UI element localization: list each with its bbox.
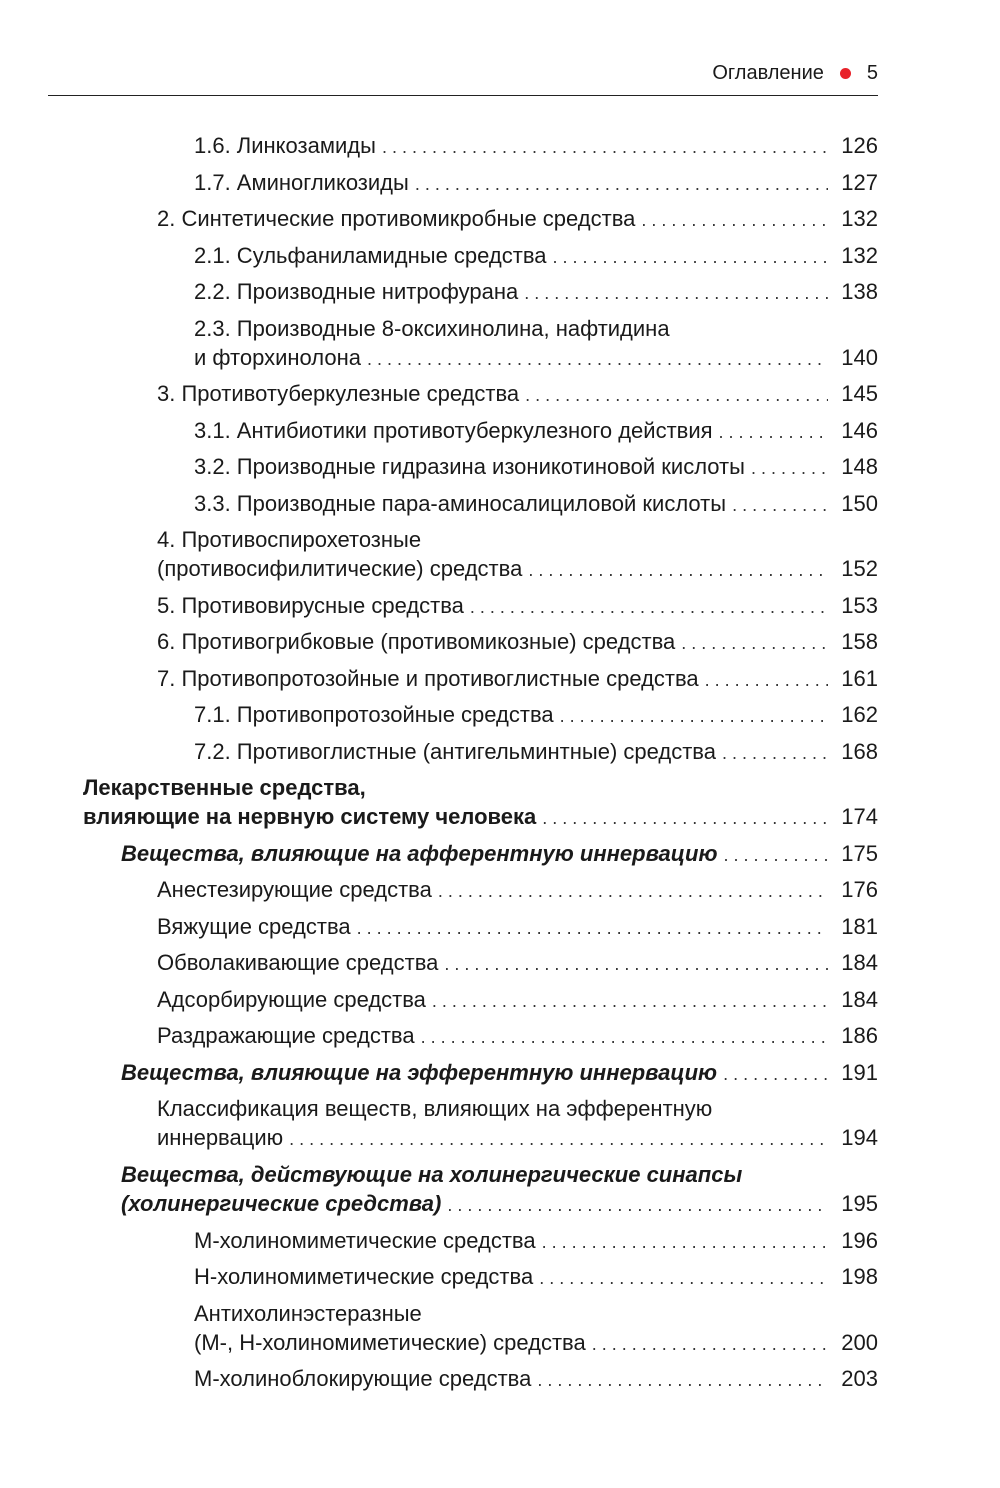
dot-leader: [432, 987, 828, 1016]
toc-entry[interactable]: [157, 948, 878, 979]
toc-subsection-entry[interactable]: [121, 1160, 878, 1220]
toc-entry-page: 145: [841, 381, 878, 406]
toc-entry-page: 146: [841, 418, 878, 443]
toc-entry[interactable]: [194, 489, 878, 520]
dot-leader: [537, 1366, 828, 1395]
toc-entry[interactable]: [157, 591, 878, 622]
toc-entry-title: 3.1. Антибиотики противотуберкулезного действия: [194, 418, 713, 443]
toc-entry-page: 184: [841, 987, 878, 1012]
toc-entry[interactable]: [194, 1364, 878, 1395]
toc-section-entry[interactable]: [83, 773, 878, 833]
header-bullet-dot-icon: [840, 68, 851, 79]
dot-leader: [525, 381, 828, 410]
toc-entry-title: и фторхинолона: [194, 345, 361, 370]
toc-entry-title: 3.2. Производные гидразина изоникотиновой кислоты: [194, 454, 745, 479]
toc-entry-page: 161: [841, 666, 878, 691]
toc-entry-page: 191: [841, 1060, 878, 1085]
toc-entry-title: влияющие на нервную систему человека: [83, 804, 537, 829]
toc-entry-title: 7.2. Противоглистные (антигельминтные) средства: [194, 739, 716, 764]
dot-leader: [723, 841, 828, 870]
toc-entry-title-line: 2.3. Производные 8-оксихинолина, нафтидина: [194, 316, 670, 341]
toc-entry-page: 126: [841, 133, 878, 158]
dot-leader: [641, 206, 828, 235]
dot-leader: [289, 1125, 828, 1154]
toc-entry-title: 1.6. Линкозамиды: [194, 133, 376, 158]
toc-entry-title: Адсорбирующие средства: [157, 987, 426, 1012]
toc-entry-title-line: Вещества, действующие на холинергические синапсы: [121, 1162, 743, 1187]
toc-entry-title: Н-холиномиметические средства: [194, 1264, 534, 1289]
toc-entry-page: 132: [841, 206, 878, 231]
dot-leader: [542, 804, 828, 833]
dot-leader: [681, 629, 828, 658]
toc-entry-title: (холинергические средства): [121, 1191, 442, 1216]
toc-entry-title: 1.7. Аминогликозиды: [194, 170, 409, 195]
toc-entry-page: 150: [841, 491, 878, 516]
dot-leader: [444, 950, 828, 979]
toc-entry[interactable]: [157, 525, 878, 585]
toc-entry-title: Анестезирующие средства: [157, 877, 432, 902]
toc-entry-page: 176: [841, 877, 878, 902]
toc-entry[interactable]: [157, 985, 878, 1016]
dot-leader: [732, 491, 828, 520]
toc-entry-title: иннервацию: [157, 1125, 284, 1150]
header-page-number: 5: [866, 61, 878, 84]
toc-entry-title: 3. Противотуберкулезные средства: [157, 381, 520, 406]
toc-entry-page: 200: [841, 1330, 878, 1355]
toc-entry-title: Вещества, влияющие на афферентную иннервацию: [121, 841, 718, 866]
toc-entry-page: 196: [841, 1228, 878, 1253]
toc-entry[interactable]: [194, 1226, 878, 1257]
dot-leader: [553, 243, 829, 272]
toc-entry[interactable]: [194, 277, 878, 308]
dot-leader: [415, 170, 828, 199]
dot-leader: [357, 914, 828, 943]
dot-leader: [470, 593, 828, 622]
toc-entry-page: 127: [841, 170, 878, 195]
toc-entry-page: 138: [841, 279, 878, 304]
toc-entry[interactable]: [157, 875, 878, 906]
toc-entry-page: 140: [841, 345, 878, 370]
toc-entry-title: Вещества, влияющие на эфферентную иннервацию: [121, 1060, 718, 1085]
toc-entry-title: М-холиномиметические средства: [194, 1228, 536, 1253]
toc-entry-page: 203: [841, 1366, 878, 1391]
toc-entry-title: Раздражающие средства: [157, 1023, 415, 1048]
toc-entry-page: 174: [841, 804, 878, 829]
toc-entry[interactable]: [194, 131, 878, 162]
dot-leader: [382, 133, 828, 162]
toc-entry-page: 195: [841, 1191, 878, 1216]
toc-entry[interactable]: [194, 241, 878, 272]
toc-entry-title: 3.3. Производные пара-аминосалициловой кислоты: [194, 491, 727, 516]
toc-entry-page: 181: [841, 914, 878, 939]
toc-entry[interactable]: [157, 379, 878, 410]
toc-entry-title: Вяжущие средства: [157, 914, 351, 939]
toc-entry-page: 153: [841, 593, 878, 618]
toc-entry[interactable]: [194, 452, 878, 483]
header-section-title: Оглавление: [712, 61, 824, 84]
dot-leader: [723, 1060, 828, 1089]
toc-entry-title-line: 4. Противоспирохетозные: [157, 527, 422, 552]
toc-entry-title-line: Лекарственные средства,: [83, 775, 366, 800]
running-header: [48, 60, 878, 86]
toc-entry-page: 152: [841, 556, 878, 581]
toc-entry-page: 132: [841, 243, 878, 268]
dot-leader: [560, 702, 828, 731]
toc-entry-title: (противосифилитические) средства: [157, 556, 523, 581]
toc-entry[interactable]: [194, 416, 878, 447]
toc-entry-page: 184: [841, 950, 878, 975]
dot-leader: [367, 345, 828, 374]
toc-entry[interactable]: [157, 1021, 878, 1052]
toc-entry-page: 198: [841, 1264, 878, 1289]
dot-leader: [705, 666, 828, 695]
toc-entry-title: (М-, Н-холиномиметические) средства: [194, 1330, 586, 1355]
toc-entry-page: 175: [841, 841, 878, 866]
dot-leader: [751, 454, 828, 483]
toc-entry-title: 7. Противопротозойные и противоглистные средства: [157, 666, 699, 691]
toc-entry-title: 2.1. Сульфаниламидные средства: [194, 243, 547, 268]
toc-entry-title: 6. Противогрибковые (противомикозные) средства: [157, 629, 676, 654]
toc-entry-page: 194: [841, 1125, 878, 1150]
toc-entry[interactable]: [194, 314, 878, 374]
toc-entry-page: 158: [841, 629, 878, 654]
toc-entry-title: 2. Синтетические противомикробные средства: [157, 206, 636, 231]
dot-leader: [438, 877, 828, 906]
toc-entry[interactable]: [194, 700, 878, 731]
toc-subsection-entry[interactable]: [121, 1058, 878, 1089]
toc-entry[interactable]: [194, 737, 878, 768]
toc-entry[interactable]: [194, 1299, 878, 1359]
toc-entry[interactable]: [157, 627, 878, 658]
toc-entry[interactable]: [157, 664, 878, 695]
toc-entry-title: Обволакивающие средства: [157, 950, 439, 975]
toc-entry-title: 7.1. Противопротозойные средства: [194, 702, 554, 727]
dot-leader: [542, 1228, 828, 1257]
toc-entry-title: 5. Противовирусные средства: [157, 593, 464, 618]
toc-subsection-entry[interactable]: [121, 839, 878, 870]
dot-leader: [524, 279, 828, 308]
dot-leader: [719, 418, 828, 447]
toc-entry[interactable]: [157, 204, 878, 235]
toc-entry-page: 168: [841, 739, 878, 764]
toc-entry-page: 148: [841, 454, 878, 479]
dot-leader: [722, 739, 828, 768]
dot-leader: [528, 556, 828, 585]
toc-entry-title: М-холиноблокирующие средства: [194, 1366, 532, 1391]
toc-entry[interactable]: [157, 1094, 878, 1154]
header-rule: [48, 95, 878, 96]
toc-entry-title-line: Классификация веществ, влияющих на эфферентную: [157, 1096, 713, 1121]
toc-entry[interactable]: [194, 1262, 878, 1293]
toc-entry-title-line: Антихолинэстеразные: [194, 1301, 422, 1326]
toc-entry-page: 162: [841, 702, 878, 727]
dot-leader: [447, 1191, 828, 1220]
toc-entry-title: 2.2. Производные нитрофурана: [194, 279, 519, 304]
toc-entry[interactable]: [194, 168, 878, 199]
dot-leader: [539, 1264, 828, 1293]
toc-entry[interactable]: [157, 912, 878, 943]
dot-leader: [592, 1330, 828, 1359]
dot-leader: [421, 1023, 828, 1052]
toc-entry-page: 186: [841, 1023, 878, 1048]
